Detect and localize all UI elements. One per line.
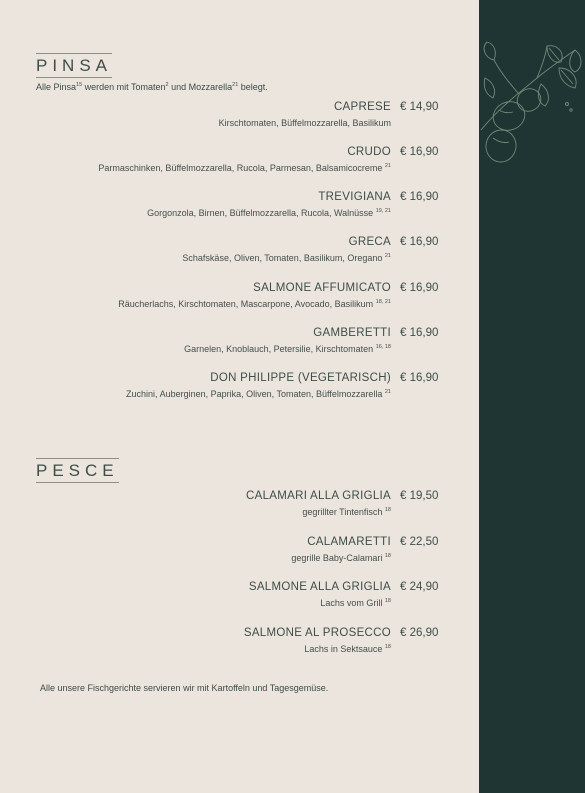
item-price: € 14,90 — [400, 101, 439, 113]
side-band — [479, 0, 585, 793]
item-description — [118, 299, 391, 309]
item-desc-sup: 18 — [384, 553, 391, 559]
item-desc-text: Parmaschinken, Büffelmozzarella, Rucola, Parmesan, Balsamicocreme — [98, 163, 383, 173]
intro-text-2: werden mit Tomaten — [82, 82, 166, 92]
menu-item — [0, 146, 479, 180]
item-desc-sup: 18 — [384, 644, 391, 650]
pesce-section-title: PESCE — [36, 458, 119, 483]
item-desc-sup: 21 — [384, 389, 391, 395]
item-price: € 16,90 — [400, 327, 439, 339]
item-name: GRECA — [348, 236, 391, 248]
item-desc-text: gegrille Baby-Calamari — [291, 553, 383, 563]
item-price: € 24,90 — [400, 581, 439, 593]
pinsa-section-title: PINSA — [36, 53, 112, 78]
item-desc-sup: 21 — [384, 253, 391, 259]
menu-item — [0, 372, 479, 406]
item-desc-text: Zuchini, Auberginen, Paprika, Oliven, Tomaten, Büffelmozzarella — [126, 389, 383, 399]
item-desc-text: Räucherlachs, Kirschtomaten, Mascarpone, Avocado, Basilikum — [118, 299, 374, 309]
item-description — [184, 344, 391, 354]
item-description — [302, 507, 391, 517]
item-desc-sup: 18 — [384, 598, 391, 604]
item-description — [320, 598, 391, 608]
intro-sup-2: 2 — [165, 82, 169, 88]
item-description — [219, 118, 391, 128]
item-name: TREVIGIANA — [318, 191, 391, 203]
item-name: GAMBERETTI — [313, 327, 391, 339]
item-description — [182, 253, 391, 263]
pinsa-intro — [36, 82, 268, 92]
item-price: € 16,90 — [400, 236, 439, 248]
menu-item — [0, 627, 479, 661]
fish-side-note: Alle unsere Fischgerichte servieren wir mit Kartoffeln und Tagesgemüse. — [40, 683, 329, 693]
item-price: € 16,90 — [400, 191, 439, 203]
item-price: € 19,50 — [400, 490, 439, 502]
item-price: € 16,90 — [400, 146, 439, 158]
item-name: CRUDO — [347, 146, 391, 158]
item-price: € 22,50 — [400, 536, 439, 548]
item-desc-text: Gorgonzola, Birnen, Büffelmozzarella, Rucola, Walnüsse — [147, 208, 374, 218]
menu-item — [0, 282, 479, 316]
item-desc-text: Kirschtomaten, Büffelmozzarella, Basilikum — [218, 118, 391, 128]
item-desc-text: Schafskäse, Oliven, Tomaten, Basilikum, Oregano — [182, 253, 383, 263]
item-desc-text: Garnelen, Knoblauch, Petersilie, Kirschtomaten — [184, 344, 374, 354]
item-name: SALMONE AL PROSECCO — [243, 627, 391, 639]
menu-item — [0, 490, 479, 524]
menu-item — [0, 191, 479, 225]
lemon-branch-icon — [479, 38, 585, 178]
item-description — [98, 163, 391, 173]
item-desc-sup: 18, 21 — [375, 299, 391, 305]
item-name: CALAMARETTI — [307, 536, 391, 548]
item-description — [304, 644, 391, 654]
item-description — [126, 389, 391, 399]
item-desc-sup: 21 — [384, 163, 391, 169]
menu-item — [0, 536, 479, 570]
intro-text-1: Alle Pinsa — [36, 82, 77, 92]
menu-item — [0, 236, 479, 270]
item-price: € 16,90 — [400, 282, 439, 294]
item-name: SALMONE ALLA GRIGLIA — [248, 581, 391, 593]
menu-item — [0, 327, 479, 361]
item-price: € 26,90 — [400, 627, 439, 639]
menu-item — [0, 581, 479, 615]
item-desc-text: Lachs in Sektsauce — [304, 644, 383, 654]
menu-item — [0, 101, 479, 135]
intro-sup-3: 21 — [232, 82, 239, 88]
intro-text-3: und Mozzarella — [168, 82, 233, 92]
item-name: SALMONE AFFUMICATO — [253, 282, 391, 294]
item-name: CAPRESE — [333, 101, 391, 113]
item-desc-sup: 16, 18 — [375, 344, 391, 350]
item-name: DON PHILIPPE (VEGETARISCH) — [210, 372, 391, 384]
item-desc-text: Lachs vom Grill — [320, 598, 383, 608]
item-name: CALAMARI ALLA GRIGLIA — [246, 490, 391, 502]
item-desc-text: gegrillter Tintenfisch — [302, 507, 383, 517]
item-description — [147, 208, 391, 218]
intro-sup-1: 15 — [76, 82, 83, 88]
intro-text-4: belegt. — [238, 82, 268, 92]
item-desc-sup: 19, 21 — [375, 208, 391, 214]
item-description — [291, 553, 391, 563]
item-desc-sup: 18 — [384, 507, 391, 513]
item-price: € 16,90 — [400, 372, 439, 384]
